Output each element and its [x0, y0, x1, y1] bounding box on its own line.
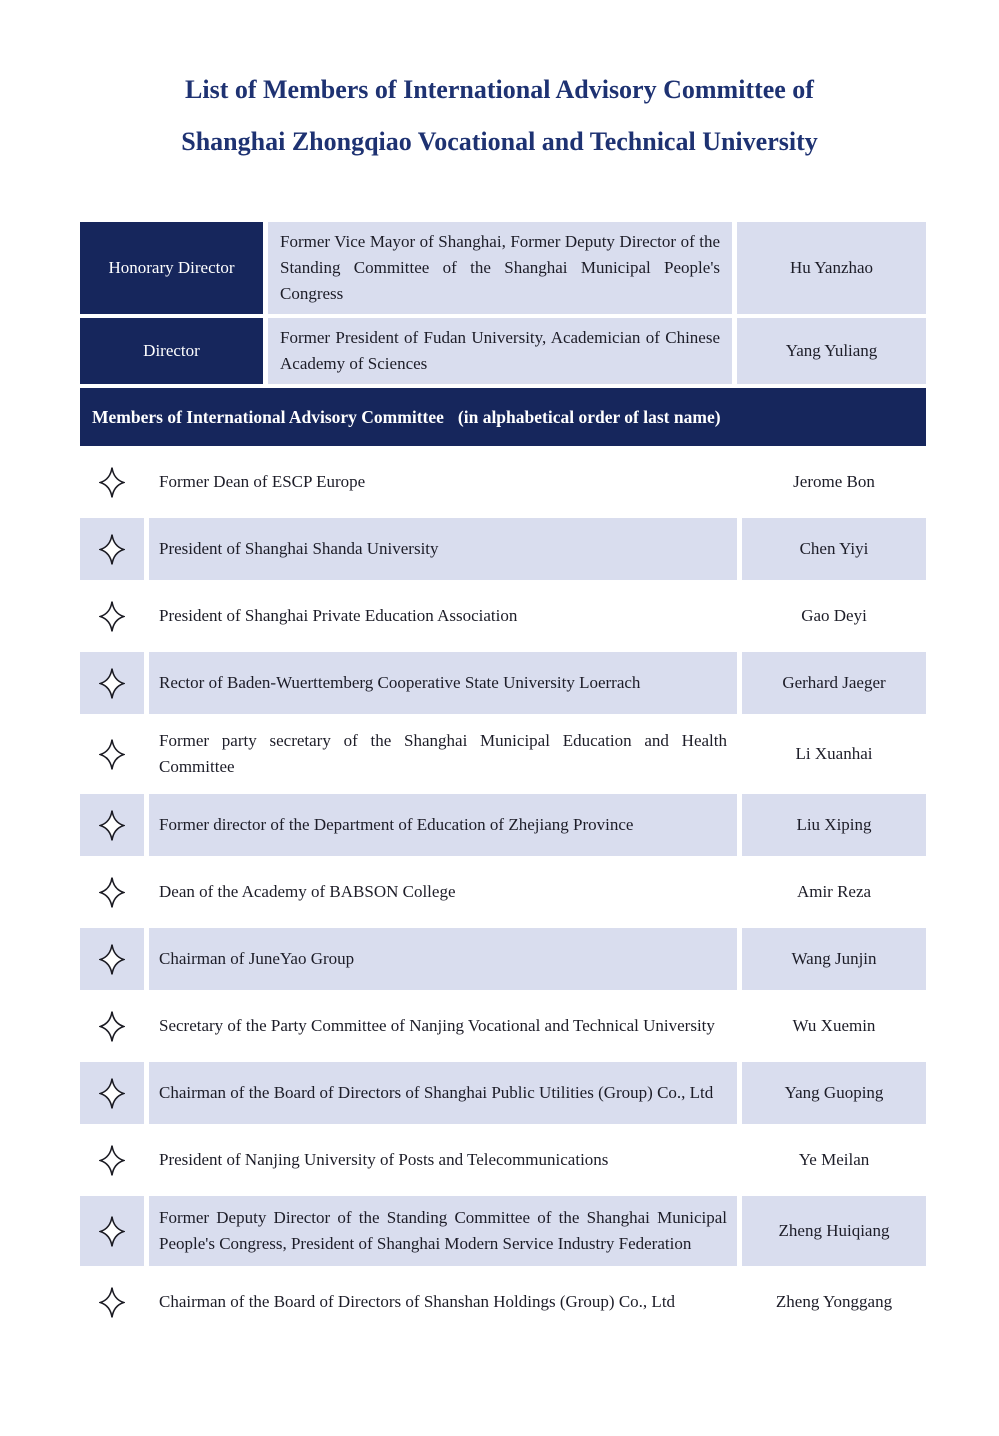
description-cell [149, 518, 737, 580]
description-cell [268, 318, 732, 384]
role-label: Director [143, 341, 200, 360]
name-cell [737, 318, 926, 384]
description-cell [149, 1129, 737, 1191]
four-pointed-star-icon [99, 1144, 125, 1177]
member-row [80, 1196, 926, 1266]
member-name: Wu Xuemin [792, 1016, 876, 1035]
name-cell [742, 1196, 926, 1266]
description-text: Former President of Fudan University, Academician of Chinese Academy of Sciences [280, 328, 720, 373]
member-row [80, 1271, 926, 1333]
page-title-line1: List of Members of International Advisory Committee of [185, 75, 814, 104]
name-cell [742, 861, 926, 923]
member-name: Zheng Huiqiang [778, 1221, 890, 1240]
name-cell [742, 719, 926, 789]
description-text: Former director of the Department of Education of Zhejiang Province [159, 815, 634, 834]
member-row [80, 928, 926, 990]
page-title-line2: Shanghai Zhongqiao Vocational and Technical University [181, 127, 818, 156]
member-row [80, 794, 926, 856]
member-name: Zheng Yonggang [775, 1292, 893, 1311]
description-cell [268, 222, 732, 314]
section-header [80, 388, 926, 446]
member-name: Li Xuanhai [795, 744, 873, 763]
description-cell [149, 451, 737, 513]
member-row [80, 861, 926, 923]
leadership-section [80, 222, 926, 384]
name-cell [737, 222, 926, 314]
description-text: Chairman of the Board of Directors of Shanshan Holdings (Group) Co., Ltd [159, 1292, 676, 1311]
member-row [80, 1062, 926, 1124]
description-cell [149, 995, 737, 1057]
description-text: Chairman of the Board of Directors of Shanghai Public Utilities (Group) Co., Ltd [159, 1083, 714, 1102]
bullet-cell [80, 451, 144, 513]
name-cell [742, 928, 926, 990]
member-row [80, 719, 926, 789]
member-name: Gao Deyi [801, 606, 867, 625]
description-text: Former Vice Mayor of Shanghai, Former Deputy Director of the Standing Committee of the Shanghai Municipal People's Congress [280, 232, 720, 303]
four-pointed-star-icon [99, 876, 125, 909]
bullet-cell [80, 1196, 144, 1266]
bullet-cell [80, 1271, 144, 1333]
description-text: Secretary of the Party Committee of Nanjing Vocational and Technical University [159, 1016, 715, 1035]
four-pointed-star-icon [99, 1286, 125, 1319]
name-cell [742, 652, 926, 714]
description-cell [149, 719, 737, 789]
leadership-row [80, 222, 926, 314]
bullet-cell [80, 719, 144, 789]
four-pointed-star-icon [99, 533, 125, 566]
leadership-row [80, 318, 926, 384]
bullet-cell [80, 1129, 144, 1191]
role-cell [80, 318, 263, 384]
member-row [80, 995, 926, 1057]
section-header-note: (in alphabetical order of last name) [457, 406, 721, 427]
four-pointed-star-icon [99, 1010, 125, 1043]
description-text: Former Deputy Director of the Standing Committee of the Shanghai Municipal People's Congress, President of Shanghai Modern Service Industry Federation [159, 1208, 727, 1253]
description-cell [149, 1196, 737, 1266]
four-pointed-star-icon [99, 738, 125, 771]
name-cell [742, 518, 926, 580]
four-pointed-star-icon [99, 600, 125, 633]
description-cell [149, 652, 737, 714]
description-text: President of Nanjing University of Posts and Telecommunications [159, 1150, 609, 1169]
member-row [80, 1129, 926, 1191]
member-name: Wang Junjin [791, 949, 877, 968]
name-cell [742, 1129, 926, 1191]
description-text: President of Shanghai Shanda University [159, 539, 439, 558]
description-cell [149, 1271, 737, 1333]
description-cell [149, 928, 737, 990]
member-name: Hu Yanzhao [789, 258, 874, 277]
member-row [80, 518, 926, 580]
description-cell [149, 585, 737, 647]
member-name: Ye Meilan [798, 1150, 870, 1169]
role-label: Honorary Director [108, 258, 235, 277]
description-text: Rector of Baden-Wuerttemberg Cooperative State University Loerrach [159, 673, 641, 692]
member-name: Yang Yuliang [785, 341, 878, 360]
four-pointed-star-icon [99, 667, 125, 700]
description-cell [149, 794, 737, 856]
members-section [80, 451, 926, 1333]
bullet-cell [80, 861, 144, 923]
description-cell [149, 861, 737, 923]
name-cell [742, 1062, 926, 1124]
bullet-cell [80, 1062, 144, 1124]
member-name: Liu Xiping [796, 815, 872, 834]
description-text: Dean of the Academy of BABSON College [159, 882, 456, 901]
bullet-cell [80, 794, 144, 856]
member-name: Jerome Bon [793, 472, 875, 491]
name-cell [742, 1271, 926, 1333]
member-row [80, 451, 926, 513]
four-pointed-star-icon [99, 1077, 125, 1110]
role-cell [80, 222, 263, 314]
bullet-cell [80, 928, 144, 990]
description-text: Former party secretary of the Shanghai Municipal Education and Health Committee [159, 731, 727, 776]
bullet-cell [80, 585, 144, 647]
committee-table [80, 222, 926, 1333]
description-text: Chairman of JuneYao Group [159, 949, 355, 968]
four-pointed-star-icon [99, 943, 125, 976]
member-name: Chen Yiyi [799, 539, 869, 558]
member-name: Amir Reza [796, 882, 872, 901]
four-pointed-star-icon [99, 1215, 125, 1248]
description-text: President of Shanghai Private Education Association [159, 606, 518, 625]
section-header-label: Members of International Advisory Committee [92, 406, 444, 427]
name-cell [742, 585, 926, 647]
member-row [80, 585, 926, 647]
page-title [0, 0, 999, 168]
name-cell [742, 794, 926, 856]
name-cell [742, 995, 926, 1057]
description-cell [149, 1062, 737, 1124]
four-pointed-star-icon [99, 809, 125, 842]
bullet-cell [80, 652, 144, 714]
four-pointed-star-icon [99, 466, 125, 499]
bullet-cell [80, 995, 144, 1057]
description-text: Former Dean of ESCP Europe [159, 472, 366, 491]
name-cell [742, 451, 926, 513]
member-name: Yang Guoping [784, 1083, 884, 1102]
member-name: Gerhard Jaeger [782, 673, 886, 692]
member-row [80, 652, 926, 714]
bullet-cell [80, 518, 144, 580]
